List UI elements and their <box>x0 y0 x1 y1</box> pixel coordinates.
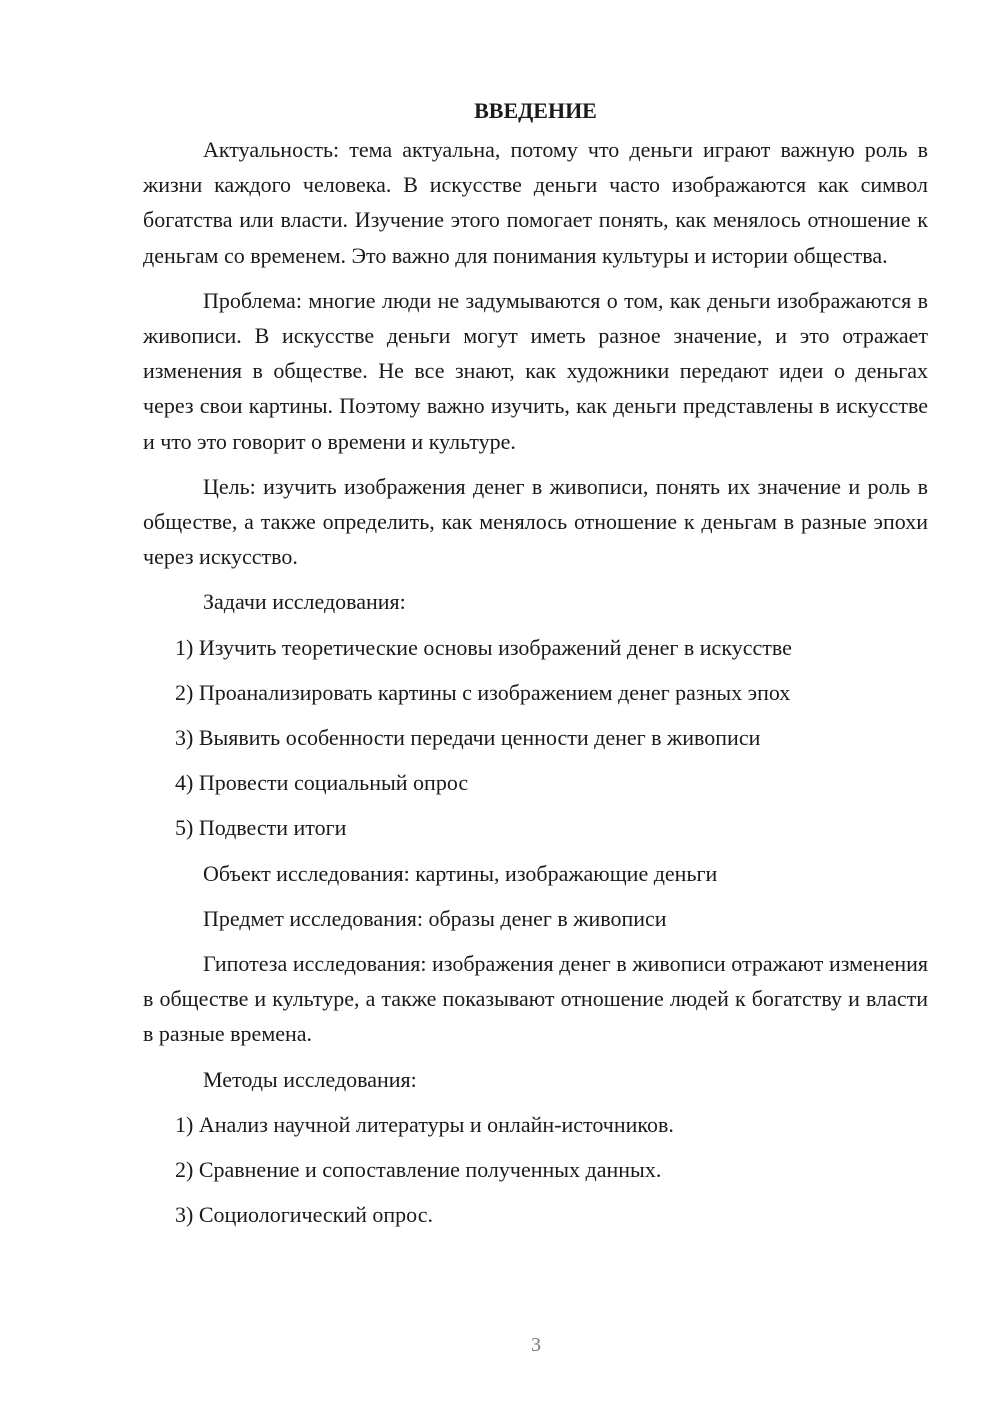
task-item: 5) Подвести итоги <box>175 815 347 841</box>
methods-heading: Методы исследования: <box>203 1066 417 1092</box>
task-item: 1) Изучить теоретические основы изображений денег в искусстве <box>175 634 792 660</box>
task-item: 4) Провести социальный опрос <box>175 770 469 796</box>
problem-paragraph: Проблема: многие люди не задумываются о том, как деньги изображаются в живописи. В искусстве деньги могут иметь разное значение, и это отражает изменения в обществе. Не все знают, как художники передают идеи о деньгах через свои картины. Поэтому важно изучить, как деньги представлены в искусстве и что это говорит о времени и культуре. <box>143 287 928 454</box>
method-item: 2) Сравнение и сопоставление полученных данных. <box>175 1157 662 1183</box>
goal-paragraph: Цель: изучить изображения денег в живописи, понять их значение и роль в обществе, а также определить, как менялось отношение к деньгам в разные эпохи через искусство. <box>143 473 928 570</box>
tasks-list <box>143 630 928 846</box>
task-item: 2) Проанализировать картины с изображением денег разных эпох <box>175 679 791 705</box>
task-item: 3) Выявить особенности передачи ценности денег в живописи <box>175 725 761 751</box>
object-line: Объект исследования: картины, изображающие деньги <box>203 860 718 886</box>
methods-list <box>143 1107 928 1233</box>
method-item: 1) Анализ научной литературы и онлайн-источников. <box>175 1111 674 1137</box>
tasks-heading: Задачи исследования: <box>203 589 406 615</box>
relevance-paragraph: Актуальность: тема актуальна, потому что деньги играют важную роль в жизни каждого человека. В искусстве деньги часто изображаются как символ богатства или власти. Изучение этого помогает понять, как менялось отношение к деньгам со временем. Это важно для понимания культуры и истории общества. <box>143 137 928 268</box>
hypothesis-paragraph: Гипотеза исследования: изображения денег в живописи отражают изменения в обществе и культуре, а также показывают отношение людей к богатству и власти в разные времена. <box>143 951 928 1047</box>
page-title: ВВЕДЕНИЕ <box>474 98 597 123</box>
method-item: 3) Социологический опрос. <box>175 1202 433 1228</box>
page-number: 3 <box>531 1334 541 1356</box>
subject-line: Предмет исследования: образы денег в живописи <box>203 905 667 931</box>
document-page <box>143 96 928 1242</box>
